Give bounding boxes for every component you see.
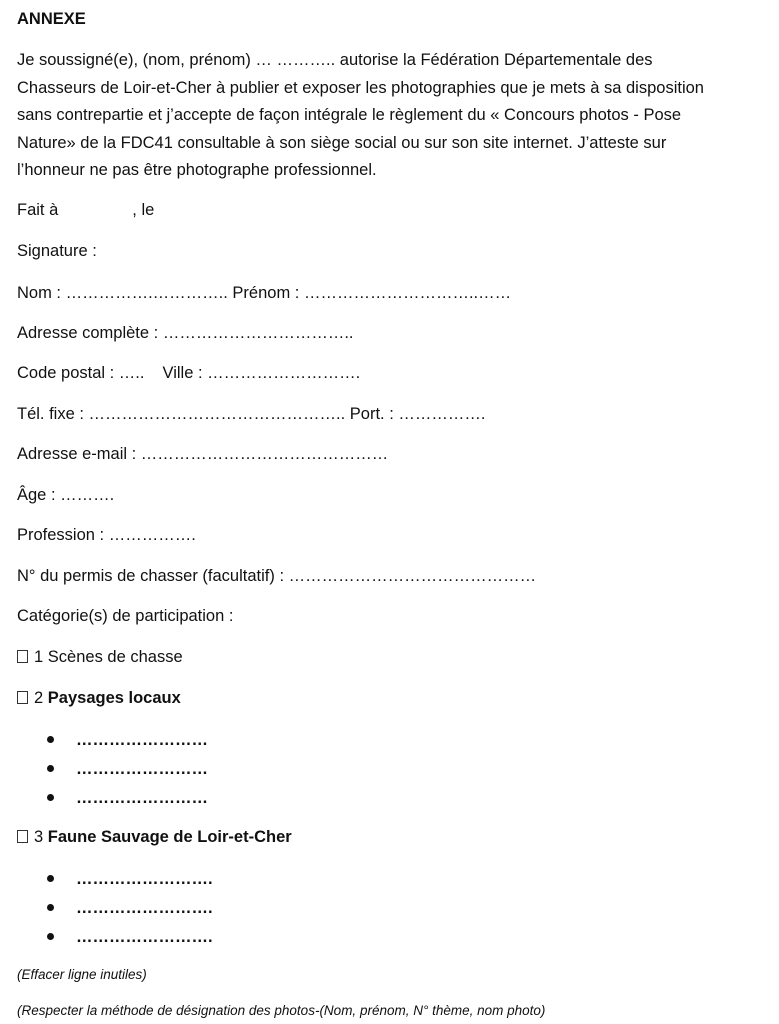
category-number: 3 xyxy=(34,828,44,846)
bullet-icon xyxy=(47,736,54,743)
category-label: Scènes de chasse xyxy=(47,648,183,666)
consent-paragraph xyxy=(17,47,762,185)
email-field: Adresse e-mail : ……………………………………… xyxy=(17,445,389,463)
permit-field: N° du permis de chasser (facultatif) : ……………………………………… xyxy=(17,567,537,585)
bullet-icon xyxy=(47,933,54,940)
city-field: Ville : ………………………. xyxy=(162,364,361,382)
bullet-icon xyxy=(47,904,54,911)
paragraph-line: Chasseurs de Loir-et-Cher à publier et exposer les photographies que je mets à sa disposition xyxy=(17,78,704,97)
address-field: Adresse complète : …………………………….. xyxy=(17,324,354,342)
paragraph-line: Nature» de la FDC41 consultable à son siège social ou sur son site internet. J’atteste sur xyxy=(17,133,667,152)
category-label: Paysages locaux xyxy=(47,689,181,707)
category-row xyxy=(17,827,292,847)
category-row xyxy=(17,688,181,708)
list-item: …………………… xyxy=(47,730,208,750)
document-title: ANNEXE xyxy=(17,10,86,28)
list-item: ……………………. xyxy=(47,869,213,889)
category-number: 2 xyxy=(34,689,44,707)
paragraph-line: Je soussigné(e), (nom, prénom) … ……….. autorise la Fédération Départementale des xyxy=(17,51,653,69)
fait-a-label: Fait à xyxy=(17,201,59,219)
profession-field: Profession : ……………. xyxy=(17,526,196,544)
bullet-icon xyxy=(47,765,54,772)
note-effacer: (Effacer ligne inutiles) xyxy=(17,967,147,982)
checkbox-icon[interactable] xyxy=(17,650,28,663)
category-number: 1 xyxy=(34,648,44,666)
name-field: Nom : …………….………….. Prénom : …………………………..…… xyxy=(17,284,512,302)
postal-code-field: Code postal : ….. xyxy=(17,364,145,382)
date-label: , le xyxy=(132,201,155,219)
list-item: ……………………. xyxy=(47,898,213,918)
bullet-icon xyxy=(47,875,54,882)
signature-label: Signature : xyxy=(17,242,97,260)
phone-field: Tél. fixe : ……………………………………….. Port. : ……………. xyxy=(17,405,486,423)
postal-city-line xyxy=(17,363,360,383)
bullet-icon xyxy=(47,794,54,801)
checkbox-icon[interactable] xyxy=(17,830,28,843)
checkbox-icon[interactable] xyxy=(17,691,28,704)
list-item: …………………… xyxy=(47,759,208,779)
age-field: Âge : ………. xyxy=(17,486,115,504)
list-item: ……………………. xyxy=(47,927,213,947)
place-date-line xyxy=(17,200,154,220)
categories-label: Catégorie(s) de participation : xyxy=(17,607,234,625)
category-label: Faune Sauvage de Loir-et-Cher xyxy=(47,828,292,846)
list-item: …………………… xyxy=(47,788,208,808)
paragraph-line: l’honneur ne pas être photographe professionnel. xyxy=(17,161,377,179)
note-respecter: (Respecter la méthode de désignation des photos-(Nom, prénom, N° thème, nom photo) xyxy=(17,1003,546,1018)
paragraph-line: sans contrepartie et j’accepte de façon intégrale le règlement du « Concours photos - Pose xyxy=(17,106,682,124)
category-row xyxy=(17,647,183,667)
